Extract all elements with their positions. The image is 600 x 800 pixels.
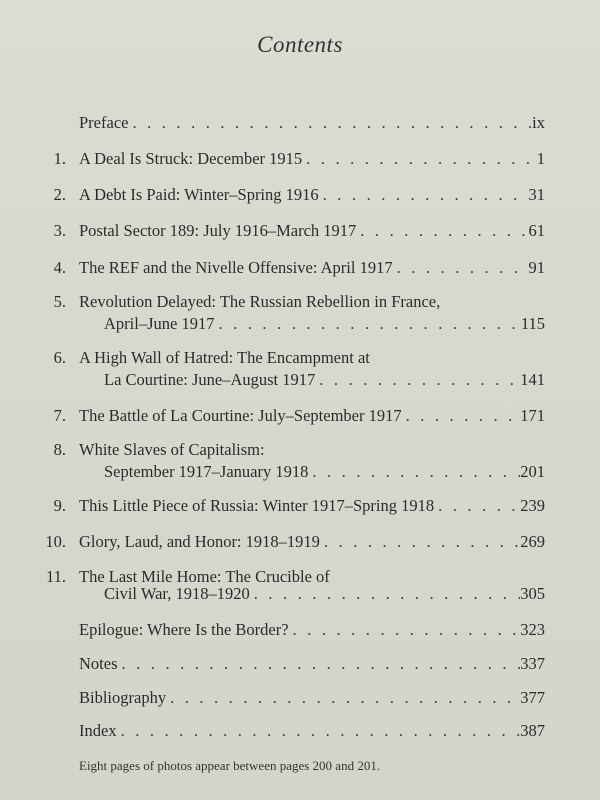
toc-page-number: 1 bbox=[536, 149, 545, 168]
toc-page-number: 239 bbox=[520, 496, 545, 515]
leader-dots bbox=[308, 461, 520, 483]
chapter-title: Revolution Delayed: The Russian Rebellion in France, bbox=[79, 292, 441, 311]
chapter-title-continued: Civil War, 1918–1920 bbox=[104, 584, 250, 603]
chapter-number: 9. bbox=[53, 496, 66, 515]
chapter-number: 2. bbox=[53, 185, 66, 204]
toc-page-number: 141 bbox=[520, 370, 545, 389]
chapter-number: 3. bbox=[53, 221, 66, 240]
toc-entry-label: Preface bbox=[79, 113, 129, 132]
toc-page-number: 337 bbox=[520, 654, 545, 673]
toc-page-number: 269 bbox=[520, 532, 545, 551]
chapter-number: 5. bbox=[53, 292, 66, 311]
chapter-title: White Slaves of Capitalism: bbox=[79, 440, 265, 459]
chapter-title-continued: April–June 1917 bbox=[104, 314, 215, 333]
toc-page-number: 323 bbox=[520, 620, 545, 639]
chapter-number: 1. bbox=[53, 149, 66, 168]
toc-page-number: 305 bbox=[520, 584, 545, 603]
chapter-title: This Little Piece of Russia: Winter 1917–Spring 1918 bbox=[79, 496, 435, 515]
toc-page-number: 387 bbox=[520, 721, 545, 740]
chapter-title: The Last Mile Home: The Crucible of bbox=[79, 567, 330, 586]
leader-dots bbox=[315, 369, 520, 391]
toc-page-number: 171 bbox=[520, 406, 545, 425]
page-title: Contents bbox=[257, 32, 343, 57]
chapter-number: 10. bbox=[45, 532, 66, 551]
chapter-title-continued: September 1917–January 1918 bbox=[104, 462, 309, 481]
toc-page-number: 377 bbox=[520, 688, 545, 707]
leader-dots bbox=[214, 313, 520, 335]
chapter-title-continued: La Courtine: June–August 1917 bbox=[104, 370, 316, 389]
leader-dots bbox=[289, 619, 521, 641]
toc-page-number: 61 bbox=[528, 221, 545, 240]
chapter-number: 11. bbox=[45, 567, 66, 586]
chapter-title: The REF and the Nivelle Offensive: April 1917 bbox=[79, 258, 393, 277]
toc-entry-label: Index bbox=[79, 721, 117, 740]
chapter-title: Postal Sector 189: July 1916–March 1917 bbox=[79, 221, 357, 240]
chapter-number: 4. bbox=[53, 258, 66, 277]
leader-dots bbox=[128, 112, 532, 134]
chapter-number: 6. bbox=[53, 348, 66, 367]
toc-page-number: 31 bbox=[528, 185, 545, 204]
chapter-title: The Battle of La Courtine: July–September 1917 bbox=[79, 406, 402, 425]
leader-dots bbox=[402, 405, 521, 427]
leader-dots bbox=[166, 687, 520, 709]
leader-dots bbox=[319, 184, 529, 206]
chapter-title: A Deal Is Struck: December 1915 bbox=[79, 149, 303, 168]
chapter-number: 8. bbox=[53, 440, 66, 459]
toc-page-number: 115 bbox=[520, 314, 545, 333]
leader-dots bbox=[356, 220, 528, 242]
toc-entry-label: Epilogue: Where Is the Border? bbox=[79, 620, 289, 639]
leader-dots bbox=[117, 720, 521, 742]
chapter-title: A High Wall of Hatred: The Encampment at bbox=[79, 348, 370, 367]
leader-dots bbox=[393, 257, 529, 279]
toc-page-number: ix bbox=[532, 113, 545, 132]
chapter-number: 7. bbox=[53, 406, 66, 425]
chapter-title: Glory, Laud, and Honor: 1918–1919 bbox=[79, 532, 320, 551]
leader-dots bbox=[434, 495, 520, 517]
leader-dots bbox=[118, 653, 521, 675]
toc-page-number: 91 bbox=[528, 258, 545, 277]
leader-dots bbox=[320, 531, 520, 553]
chapter-title: A Debt Is Paid: Winter–Spring 1916 bbox=[79, 185, 319, 204]
leader-dots bbox=[302, 148, 537, 170]
photo-note: Eight pages of photos appear between pages 200 and 201. bbox=[79, 758, 381, 773]
toc-entry-label: Bibliography bbox=[79, 688, 167, 707]
toc-page-number: 201 bbox=[520, 462, 545, 481]
toc-entry-label: Notes bbox=[79, 654, 118, 673]
leader-dots bbox=[250, 583, 521, 605]
